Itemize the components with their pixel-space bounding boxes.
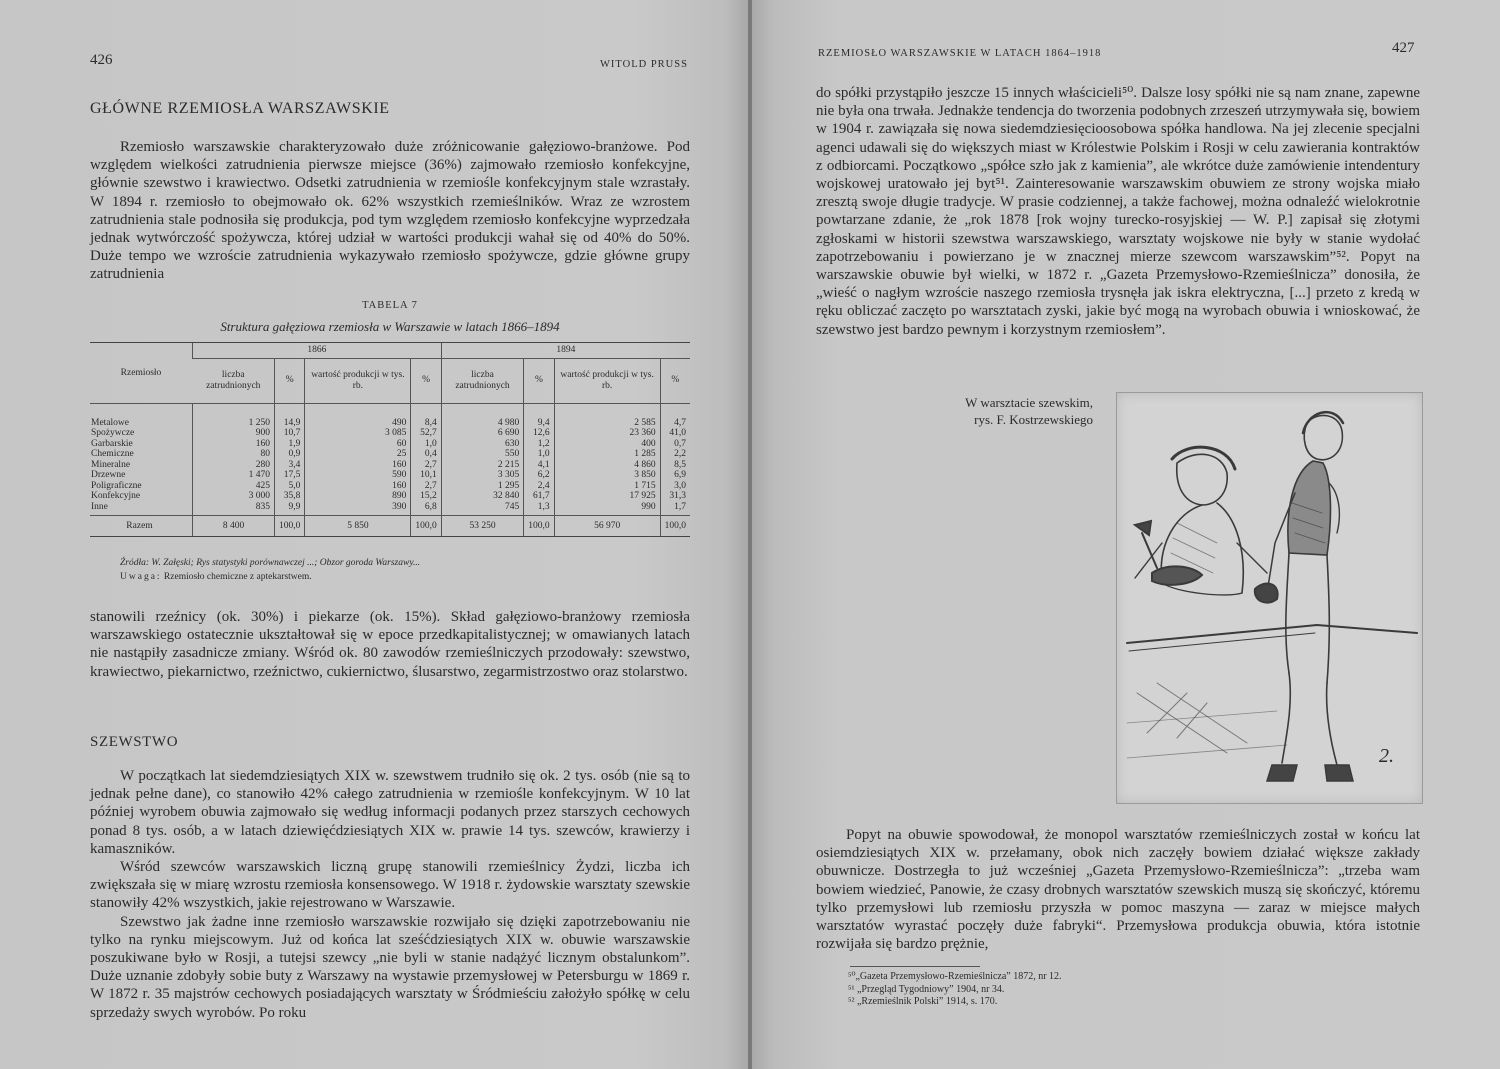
illustration-caption [938,394,1093,428]
footnote: ⁵² „Rzemieślnik Polski” 1914, s. 170. [848,996,998,1007]
shoemaker-illustration [1116,392,1423,804]
left-page [0,0,748,1069]
table-cell: 1,0 [524,449,554,460]
table-cell-name: Poligraficzne [91,480,142,491]
table-cell: 6 690 [441,428,524,439]
table-cell-name: Chemiczne [91,449,134,459]
table-row [90,481,690,492]
paragraph-text: stanowili rzeźnicy (ok. 30%) i piekarze (ok. 15%). Skład gałęziowo-branżowy rzemiosła warszawskiego ostatecznie ukształtował się w epoce przedkapitalistycznej; w omawianych latach nie nastąpiły zasadnicze zmiany. Wśród ok. 80 zawodów rzemieślniczych przodowały: szewstwo, krawiectwo, piekarnictwo, rzeźnictwo, cukiernictwo, ślusarstwo, zegarmistrzostwo oraz stolarstwo. [90,609,690,680]
table-cell: 100,0 [275,516,305,537]
table-cell: 390 [305,502,411,516]
table-row [90,491,690,502]
table-row [90,460,690,471]
paragraph [816,84,1420,339]
paragraph-group [90,767,690,1022]
subsection-title: SZEWSTWO [90,734,179,750]
footnote: ⁵¹ „Przegląd Tygodniowy” 1904, nr 34. [848,983,1005,995]
row-header: Rzemiosło [90,343,193,404]
table-row [90,403,690,428]
right-page [752,0,1500,1069]
table-cell: 4 860 [554,460,660,471]
table-cell: 1,0 [411,439,441,450]
table-cell: 3 850 [554,470,660,481]
note-text: Rzemiosło chemiczne z aptekarstwem. [163,572,312,582]
table-cell: 4 980 [441,403,524,428]
table-cell: 400 [554,439,660,450]
table-cell: 490 [305,403,411,428]
col-percent: % [275,358,305,403]
table-cell: 1,3 [524,502,554,516]
table-cell: 100,0 [411,516,441,537]
table-cell: 745 [441,502,524,516]
table-cell: 61,7 [524,491,554,502]
table-cell-name: Drzewne [91,470,126,480]
table-cell: 835 [193,502,275,516]
table-cell: 160 [193,439,275,450]
table-cell: 990 [554,502,660,516]
paragraph [90,138,690,284]
note-line [120,570,680,584]
table-cell: 1 470 [193,470,275,481]
table-cell: 8,5 [660,460,690,471]
shoemaker-drawing [1117,393,1422,803]
page-number: 427 [1392,40,1415,56]
table-row [90,449,690,460]
year-header-1866: 1866 [193,343,442,359]
table-cell: 10,7 [275,428,305,439]
table-cell: 6,8 [411,502,441,516]
table-cell-name: Razem [90,516,193,537]
table-cell: 1 285 [554,449,660,460]
col-employed: liczba zatrudnionych [441,358,524,403]
table-cell: 425 [193,481,275,492]
running-head: WITOLD PRUSS [600,59,688,70]
paragraph-text: Rzemiosło warszawskie charakteryzowało duże zróżnicowanie gałęziowo-branżowe. Pod względem wielkości zatrudnienia pierwsze miejsce (36%) zajmowało rzemiosło konfekcyjne, głównie szewstwo i krawiectwo. Odsetki zatrudnienia w rzemiośle konfekcyjnym stale wzrastały. W 1894 r. rzemiosło to obejmowało ok. 62% wszystkich rzemieślników. Wraz ze wzrostem zatrudnienia stale podnosiła się produkcja, pod tym względem rzemiosło konfekcyjne wyprzedzała jednak wytwórczość spożywcza, której udział w wartości produkcji wahał się od 40% do 50%. Duże tempo we wzroście zatrudnienia wykazywało rzemiosło spożywcze, gdzie główne grupy zatrudnienia [90,139,690,283]
table-cell: 890 [305,491,411,502]
table-cell: 0,7 [660,439,690,450]
table-cell-name: Spożywcze [91,428,135,438]
table-cell: 5 850 [305,516,411,537]
table-total-row [90,516,690,537]
table-cell: 2,4 [524,481,554,492]
table-cell: 32 840 [441,491,524,502]
table-cell: 5,0 [275,481,305,492]
table-cell: 15,2 [411,491,441,502]
col-percent: % [411,358,441,403]
table-cell: 550 [441,449,524,460]
illustration-caption-line: rys. F. Kostrzewskiego [974,412,1093,427]
table-cell: 10,1 [411,470,441,481]
table-cell: 2 585 [554,403,660,428]
paragraph-text: Popyt na obuwie spowodował, że monopol warsztatów rzemieślniczych został w końcu lat osiemdziesiątych XIX w. przełamany, obok nich zaczęły bowiem działać większe zakłady obuwnicze. Dostrzegła to już wcześniej „Gazeta Przemysłowo-Rzemieślnicza”: „trzeba wam bowiem wiedzieć, Panowie, że czasy drobnych warsztatów szewskich muszą się skończyć, któremu tylko przemysłowi lub rzemiosłu przyszła w pomoc maszyna — zaraz w miejsce małych warsztatów wyrastać poczęły duże fabryki“. Przemysłowa produkcja obuwia, która istotnie rozwijała się bardzo prężnie, [816,827,1420,953]
source-line [120,556,680,570]
table-sources [120,556,680,584]
statistics-table [90,342,690,537]
table-cell: 41,0 [660,428,690,439]
paragraph-text: Szewstwo jak żadne inne rzemiosło warszawskie rozwijało się dzięki zapotrzebowaniu nie tylko na rynku miejscowym. Już od końca lat sześćdziesiątych XIX w. obuwie warszawskie poszukiwane było w Rosji, a tutejsi szewcy „nie byli w stanie nadążyć licznym obstalunkom”. Duże uznanie zdobyły sobie buty z Warszawy na wystawie przemysłowej w Petersburgu w 1869 r. W 1872 r. 35 majstrów cechowych posiadających warsztaty w Śródmieściu założyło spółkę w celu sprzedaży swych wyrobów. Po roku [90,913,690,1021]
col-value: wartość produkcji w tys. rb. [554,358,660,403]
table-cell-name: Konfekcyjne [91,491,141,501]
table-cell: 2,7 [411,460,441,471]
note-label: Uwaga: [120,572,162,582]
table-cell: 8 400 [193,516,275,537]
paragraph [90,608,690,681]
table-cell: 56 970 [554,516,660,537]
table-cell-name: Garbarskie [91,438,133,449]
table-cell: 630 [441,439,524,450]
table-cell: 100,0 [524,516,554,537]
section-title: GŁÓWNE RZEMIOSŁA WARSZAWSKIE [90,100,390,117]
paragraph-text: Wśród szewców warszawskich liczną grupę stanowili rzemieślnicy Żydzi, liczba ich zwiększała się w miarę wzrostu rzemiosła konsensowego. W 1918 r. żydowskie warsztaty szewskie stanowiły 42% wszystkich, jakie rejestrowano w Warszawie. [90,859,690,912]
table-cell: 1 715 [554,481,660,492]
table-cell: 0,4 [411,449,441,460]
table-row [90,470,690,481]
footnotes [848,971,1408,1009]
table-cell: 60 [305,439,411,450]
year-header-1894: 1894 [441,343,690,359]
table-caption: TABELA 7 [362,300,418,311]
footnote-rule [850,966,980,967]
table-row [90,439,690,450]
footnote: ⁵⁰„Gazeta Przemysłowo-Rzemieślnicza” 1872, nr 12. [848,971,1062,982]
table-cell: 6,2 [524,470,554,481]
table-cell: 8,4 [411,403,441,428]
table-cell: 31,3 [660,491,690,502]
table-cell: 3,4 [275,460,305,471]
table-cell: 2,7 [411,481,441,492]
table-cell: 1,7 [660,502,690,516]
table-cell: 80 [193,449,275,460]
col-percent: % [524,358,554,403]
table-cell: 9,4 [524,403,554,428]
paragraph-text: do spółki przystąpiło jeszcze 15 innych właścicieli⁵⁰. Dalsze losy spółki nie są nam znane, zapewne nie była ona trwała. Jednakże tendencja do tworzenia podobnych zrzeszeń utrzymywała się, bowiem w 1904 r. zawiązała się nowa siedemdziesięcioosobowa spółka handlowa. Na jej zlecenie specjalni agenci udawali się do większych miast w Królestwie Polskim i Rosji w celu zawierania kontraktów z odbiorcami. Początkowo „spółce szło jak z kamienia”, ale wkrótce duże zamówienie intendentury wojskowej uratowało jej byt⁵¹. Zainteresowanie warszawskim obuwiem ze strony wojska miało zresztą swoje długie tradycje. W prasie codziennej, a także fachowej, można odnaleźć wielokrotnie powtarzane zdanie, że „rok 1878 [rok wojny turecko-rosyjskiej — W. P.] zapisał się złotymi zgłoskami w historii szewstwa warszawskiego, warsztaty wojskowe nie były w stanie wydołać zapotrzebowaniu i powierzano je w znacznej mierze szewcom warszawskim”⁵². Popyt na warszawskie obuwie był wielki, w 1872 r. „Gazeta Przemysłowo-Rzemieślnicza” donosiła, że „wieść o nagłym wzroście naszego rzemiosła trysnęła jak iskra elektryczna, [...] przeto z kredą w ręku obliczać zaczęto po warsztatach zyski, jakie być mogą na wyrobach obuwia i wnioskować, że szewstwo jest bardzo pewnym i korzystnym rzemiosłem”. [816,85,1420,338]
source-text: W. Załęski; Rys statystyki porównawczej ...; Obzor goroda Warszawy... [151,558,421,568]
table-row [90,502,690,516]
table-cell: 900 [193,428,275,439]
table-cell: 52,7 [411,428,441,439]
table-cell: 3 305 [441,470,524,481]
table-cell: 3,0 [660,481,690,492]
source-label: Źródła: [120,558,150,568]
table-cell: 9,9 [275,502,305,516]
table-cell-name: Inne [90,502,193,516]
table-cell: 280 [193,460,275,471]
table-cell: 1 295 [441,481,524,492]
col-employed: liczba zatrudnionych [193,358,275,403]
table-cell: 2,2 [660,449,690,460]
paragraph-text: W początkach lat siedemdziesiątych XIX w. szewstwem trudniło się ok. 2 tys. osób (nie są to jednak pełne dane), co stanowiło 42% całego zatrudnienia w rzemiośle konfekcyjnym. W 10 lat później wyrobem obuwia zajmowało się według informacji podanych przez starszych cechowych ponad 8 tys. osób, a w latach dziewięćdziesiątych XIX w. prawie 14 tys. szewców, krawierzy i kamaszników. [90,768,690,857]
table-cell: 2 215 [441,460,524,471]
table-cell: 17,5 [275,470,305,481]
paragraph [816,826,1420,953]
table-row [90,428,690,439]
table-cell-name: Metalowe [91,417,129,428]
table-cell: 14,9 [275,403,305,428]
table-cell: 6,9 [660,470,690,481]
table-cell: 4,1 [524,460,554,471]
page-number: 426 [90,52,113,68]
table-title: Struktura gałęziowa rzemiosła w Warszawie w latach 1866–1894 [220,319,560,334]
illustration-caption-line: W warsztacie szewskim, [965,395,1093,410]
table-cell: 53 250 [441,516,524,537]
table-cell: 3 000 [193,491,275,502]
table-cell: 1,9 [275,439,305,450]
table-cell: 100,0 [660,516,690,537]
table-cell: 17 925 [554,491,660,502]
table-cell: 12,6 [524,428,554,439]
table-cell-name: Mineralne [91,459,131,470]
table-cell: 25 [305,449,411,460]
table-cell: 4,7 [660,403,690,428]
table-cell: 160 [305,481,411,492]
table-cell: 23 360 [554,428,660,439]
col-value: wartość produkcji w tys. rb. [305,358,411,403]
col-percent: % [660,358,690,403]
table-cell: 0,9 [275,449,305,460]
table-cell: 160 [305,460,411,471]
table-cell: 35,8 [275,491,305,502]
table-cell: 3 085 [305,428,411,439]
running-head: RZEMIOSŁO WARSZAWSKIE W LATACH 1864–1918 [818,48,1102,59]
table-cell: 1,2 [524,439,554,450]
table-cell: 1 250 [193,403,275,428]
illustration-signature: 2. [1379,745,1394,767]
table-cell: 590 [305,470,411,481]
